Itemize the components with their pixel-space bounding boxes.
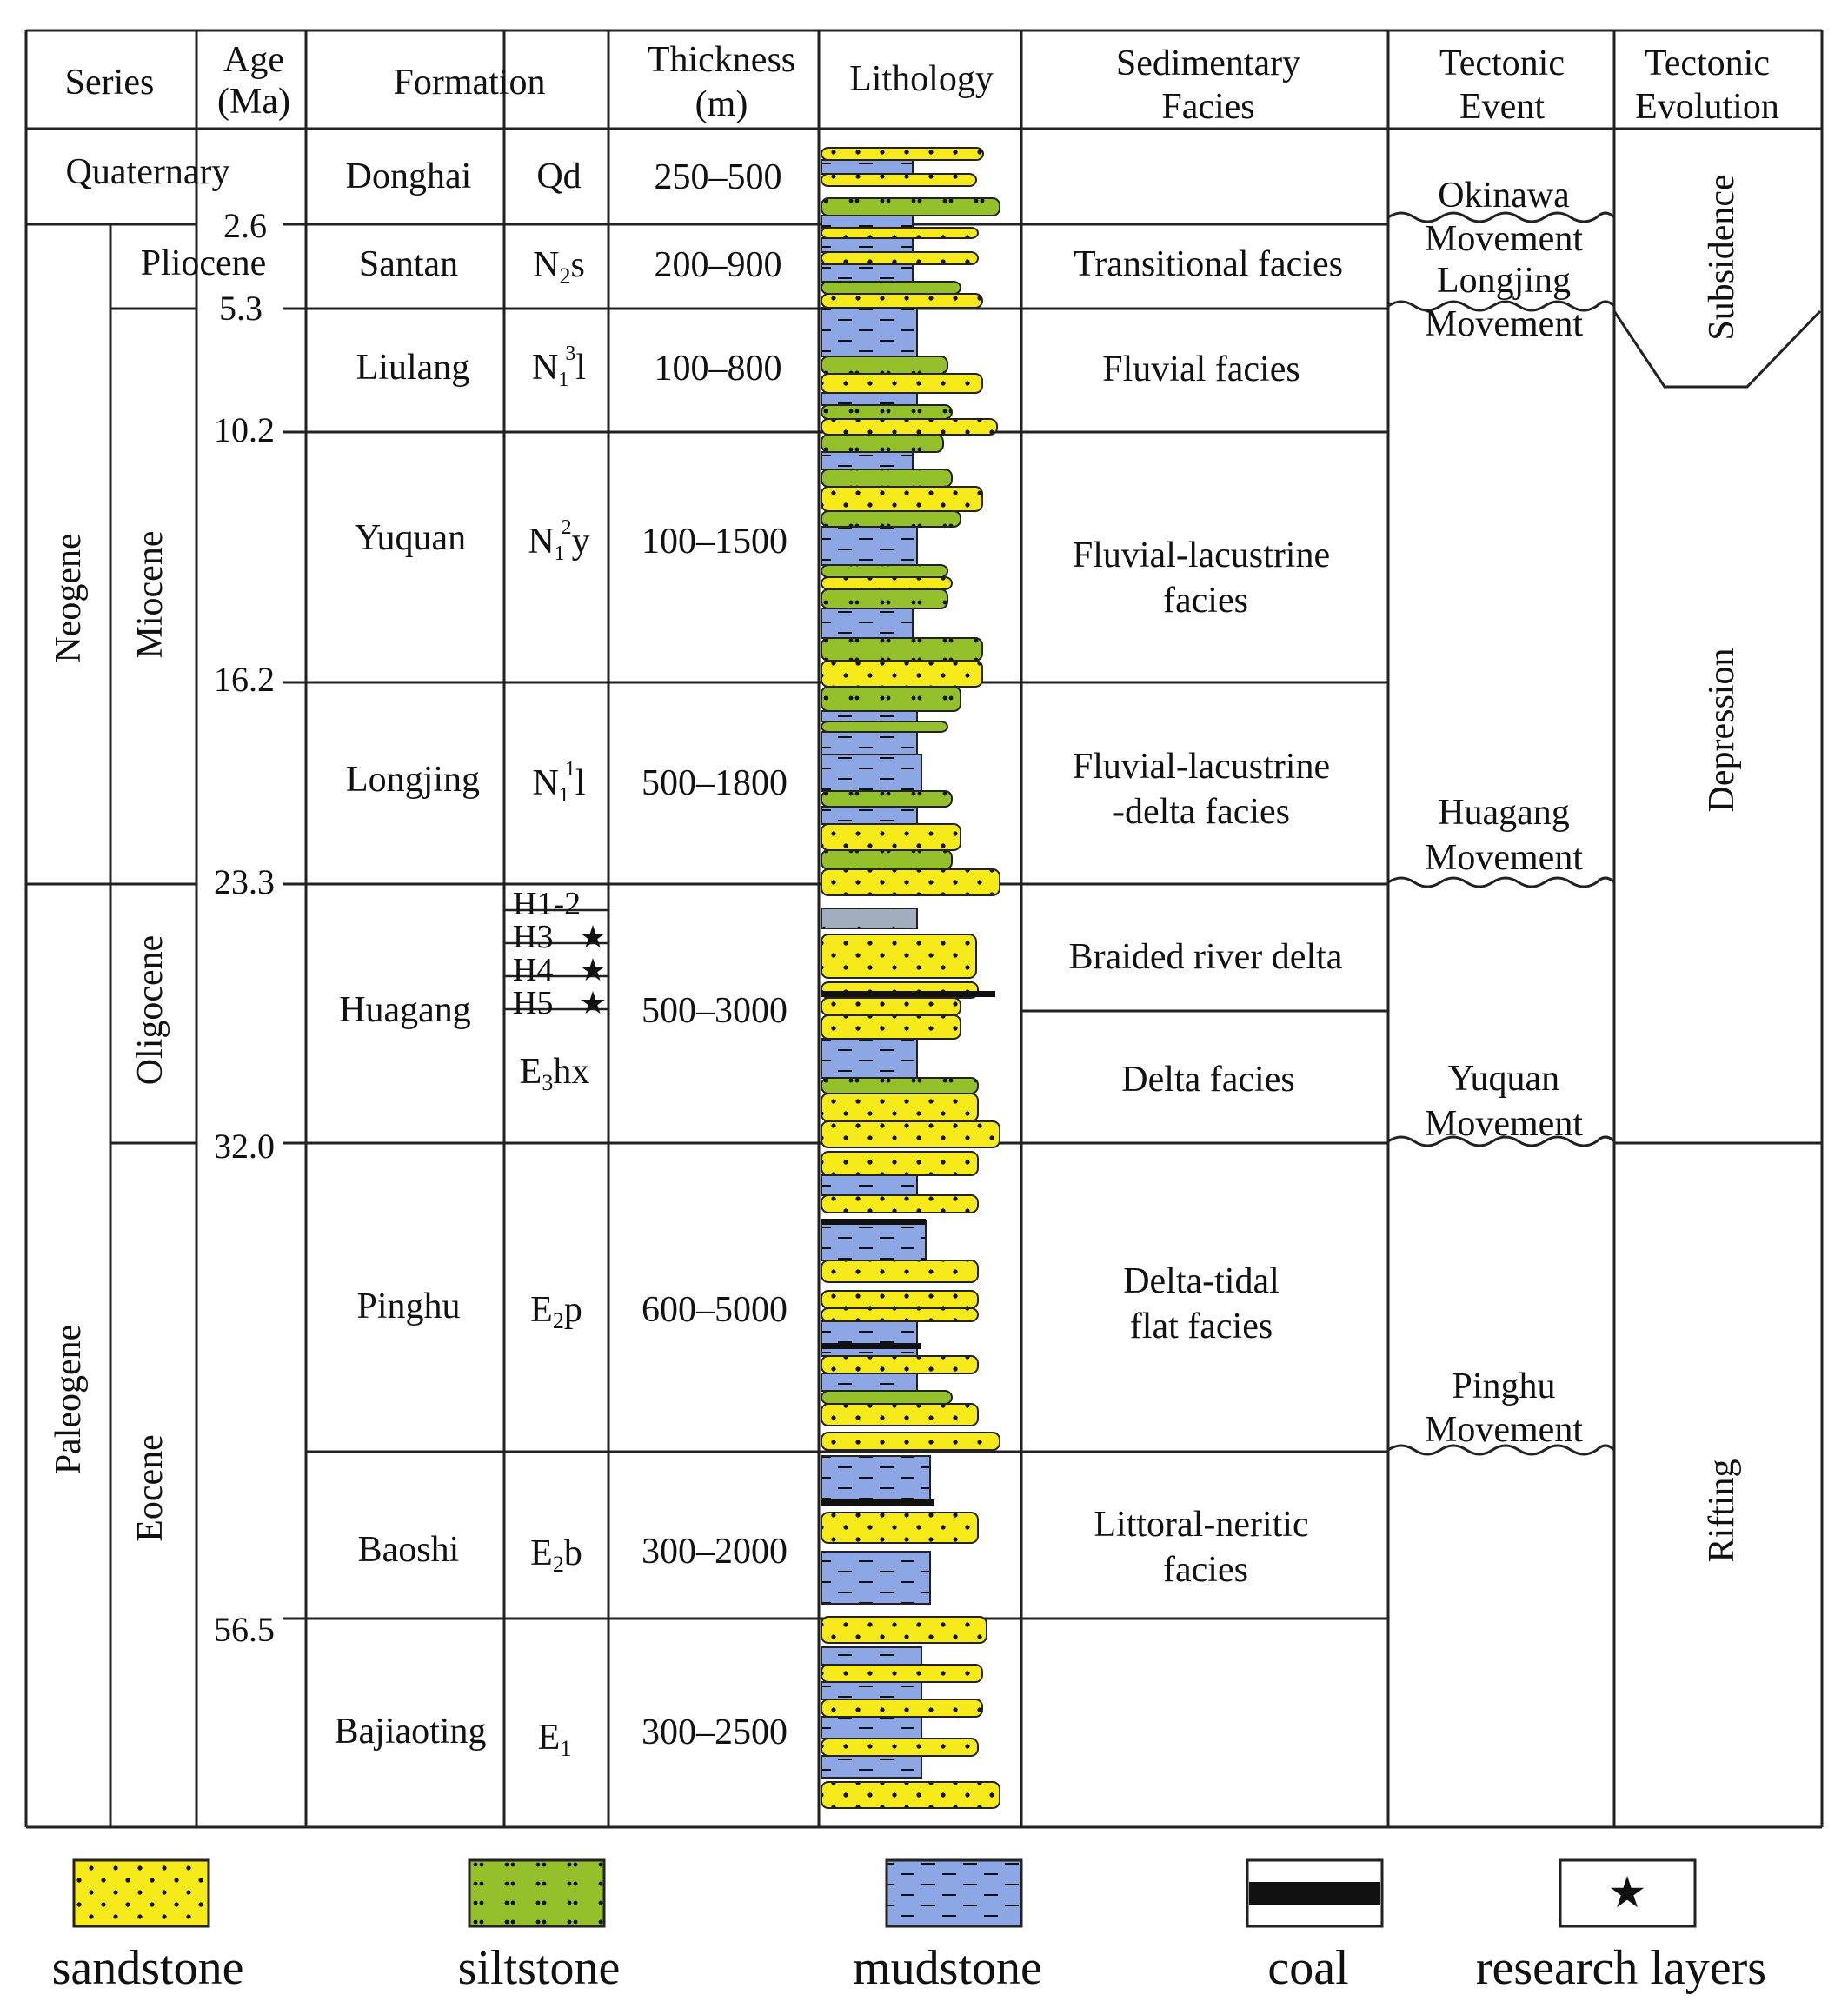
event-label: Movement [1425,1104,1583,1144]
system-quaternary: Quaternary [65,152,230,192]
event-label: Pinghu [1452,1366,1556,1406]
lithology-bed-mud [821,308,917,356]
huagang-layer-label: H4 [513,952,554,988]
lithology-bed-sand [821,252,978,264]
lithology-bed-sand [821,174,976,186]
thickness-value: 500–3000 [641,991,788,1031]
lithology-bed-sand [821,1152,978,1175]
lithology-bed-mud [821,1552,930,1604]
event-label: Movement [1425,1410,1583,1450]
facies-label: Delta-tidal [1123,1261,1280,1301]
header-thickness-unit: (m) [695,84,748,124]
lithology-bed-silt [821,1078,978,1094]
age-label: 32.0 [214,1127,275,1166]
formation-code: E3hx [519,1052,590,1095]
age-column [214,206,275,1649]
lithology-bed-sand [821,1356,978,1373]
lithology-bed-silt [821,405,952,419]
thickness-value: 250–500 [654,157,782,197]
lithology-bed-silt [821,687,961,711]
header-event: Tectonic [1439,43,1565,83]
facies-label: Delta facies [1121,1060,1295,1100]
lithology-bed-sand [821,1015,961,1039]
research-star-icon: ★ [578,920,608,954]
legend-label: coal [1267,1941,1349,1995]
lithology-bed-mud [821,1039,917,1078]
facies-label: Fluvial-lacustrine [1072,535,1331,575]
thickness-value: 500–1800 [641,763,788,803]
lithology-bed-sand [821,1782,1000,1808]
event-label: Longjing [1437,261,1571,301]
formation-name: Yuquan [354,518,467,558]
formation-code: E2p [530,1290,582,1333]
formation-code: N12y [528,516,590,565]
evolution-depression: Depression [1702,648,1742,813]
legend-label: research layers [1475,1941,1767,1995]
series-oligocene: Oligocene [130,934,170,1086]
lithology-bed-mud [821,238,913,252]
event-label: Yuquan [1447,1059,1560,1099]
age-label: 5.3 [219,289,263,328]
formation-name: Longjing [346,760,480,800]
lithology-bed-sand [821,228,978,238]
lithology-bed-silt [821,282,961,294]
formation-code-column [513,156,607,1761]
header-age: Age [223,40,284,80]
series-column [49,152,266,1542]
facies-label: Braided river delta [1068,937,1343,977]
age-label: 23.3 [214,862,275,901]
lithology-bed-sand [821,148,983,160]
evolution-subsidence: Subsidence [1702,174,1742,341]
lithology-bed-silt [821,435,943,452]
thickness-value: 600–5000 [641,1290,788,1330]
formation-code: E1 [537,1718,572,1761]
huagang-layer-label: H5 [513,985,554,1021]
lithology-bed-sand [821,869,1000,895]
lithology-bed-mud [821,608,913,638]
lithology-bed-sand [821,374,982,393]
lithology-bed-mud [821,711,917,721]
research-star-icon: ★ [578,953,608,987]
header-lithology: Lithology [849,59,994,99]
lithology-bed-silt [821,198,1000,216]
lithology-column [821,148,1000,1808]
facies-label: Transitional facies [1074,244,1343,284]
thickness-column [641,157,788,1752]
research-star-icon: ★ [578,986,608,1021]
legend-label: siltstone [457,1941,621,1995]
lithology-bed-silt [821,638,982,661]
facies-label: -delta facies [1112,792,1291,832]
thickness-value: 300–2500 [641,1712,788,1752]
age-label: 2.6 [223,206,267,245]
lithology-bed-sand [821,824,961,850]
lithology-bed-sand [821,1308,978,1321]
formation-name: Santan [358,244,459,284]
lithology-bed-sand [821,1291,978,1308]
lithology-bed-mud [821,1756,921,1778]
unconformity-line [1388,878,1614,887]
lithology-bed-silt [821,511,961,527]
evolution-rifting: Rifting [1702,1459,1742,1563]
facies-label: Fluvial-lacustrine [1072,747,1331,787]
lithology-bed-sand [821,1617,987,1643]
lithology-bed-sand [821,1699,982,1717]
thickness-value: 100–1500 [641,522,788,562]
lithology-bed-sand [821,1121,1000,1147]
formation-name: Pinghu [356,1287,461,1326]
lithology-bed-sand [821,1433,1000,1450]
lithology-bed-silt [821,469,952,487]
lithology-bed-silt [821,1391,952,1404]
lithology-bed-silt [821,850,952,869]
lithology-bed-mud [821,1221,926,1260]
thickness-value: 100–800 [654,349,782,389]
legend-swatch-mudstone [887,1860,1021,1926]
lithology-bed-sand [821,577,952,589]
age-label: 10.2 [214,410,275,449]
lithology-bed-sand [821,294,982,308]
event-label: Huagang [1438,793,1570,833]
lithology-bed-silt [821,721,947,732]
huagang-layer-label: H3 [513,919,554,955]
facies-label: flat facies [1129,1307,1273,1346]
lithology-bed-silt [821,565,947,577]
formation-name: Donghai [345,156,472,196]
formation-column [335,156,487,1752]
lithology-bed-mud [821,160,913,174]
lithology-bed-sand [821,1513,978,1543]
header-formation: Formation [393,63,546,103]
lithology-bed-sand [821,998,961,1015]
lithology-bed-mud [821,1175,917,1195]
facies-label: facies [1163,1550,1248,1590]
facies-label: facies [1163,581,1248,621]
thickness-value: 300–2000 [641,1532,788,1572]
tectonic-evolution-column [1702,174,1742,1562]
header-evolution: Tectonic [1645,43,1770,83]
lithology-bed-silt [821,356,947,374]
header-evolution-2: Evolution [1635,87,1779,127]
event-label: Movement [1425,838,1583,878]
lithology-bed-silt [821,791,952,807]
header-series: Series [64,63,155,103]
lithology-bed-mud [821,527,917,565]
formation-name: Liulang [356,348,470,388]
formation-name: Baoshi [357,1530,460,1570]
lithology-bed-mud [821,216,913,228]
event-label: Movement [1425,304,1583,344]
lithology-bed-coal [821,1219,926,1225]
huagang-layer-label: H1-2 [513,886,582,922]
header-facies: Sedimentary [1115,43,1301,83]
lithology-bed-mud [821,1647,921,1665]
legend-label: sandstone [51,1941,244,1995]
table-header [65,40,1779,127]
event-label: Okinawa [1438,176,1570,216]
lithology-bed-mud [821,264,913,282]
tectonic-event-column [1425,176,1583,1450]
formation-code: N13l [531,342,587,391]
lithology-bed-sand [821,934,976,978]
lithology-bed-sand [821,487,982,511]
header-facies-2: Facies [1161,87,1255,127]
legend-swatch-siltstone [469,1860,604,1926]
series-eocene: Eocene [130,1434,170,1542]
header-event-2: Event [1459,87,1545,127]
formation-code: N11l [532,758,586,807]
lithology-bed-mud [821,1373,917,1391]
header-thickness: Thickness [647,40,796,80]
legend [52,1860,1767,1995]
lithology-bed-coal [821,1343,921,1349]
age-label: 16.2 [214,660,275,699]
lithology-bed-mud [821,1321,917,1356]
lithology-bed-mud [821,393,917,405]
formation-code: Qd [536,156,582,196]
lithology-bed-sand [821,1260,978,1282]
facies-column [1069,244,1343,1590]
legend-label: mudstone [853,1941,1042,1995]
header-age-unit: (Ma) [217,82,290,122]
event-label: Movement [1425,219,1583,259]
formation-code: E2b [530,1533,582,1577]
formation-name: Bajiaoting [334,1712,487,1752]
age-label: 56.5 [214,1610,275,1649]
lithology-bed-mud [821,807,917,824]
lithology-bed-mud [821,1456,930,1499]
lithology-bed-coal [821,1499,934,1506]
lithology-bed-sand [821,1094,978,1121]
series-pliocene: Pliocene [140,243,267,283]
formation-code: N2s [533,245,585,289]
lithology-bed-mud [821,755,921,791]
lithology-bed-sand [821,1404,978,1426]
lithology-bed-mud [821,732,917,755]
lithology-bed-mud [821,1682,921,1699]
formation-name: Huagang [339,990,471,1030]
lithology-bed-silt [821,589,947,608]
system-paleogene: Paleogene [49,1324,89,1475]
system-neogene: Neogene [49,533,89,663]
lithology-bed-coal [821,991,995,997]
lithology-bed-sand [821,1665,982,1682]
lithology-bed-sand [821,661,982,687]
series-miocene: Miocene [130,530,170,659]
facies-label: Fluvial facies [1102,349,1300,389]
legend-coal-band [1249,1882,1380,1905]
lithology-bed-sand [821,1195,978,1213]
lithology-bed-mud [821,452,913,469]
lithology-bed-sand [821,419,997,435]
legend-star-icon: ★ [1607,1868,1647,1917]
legend-swatch-sandstone [74,1860,209,1926]
facies-label: Littoral-neritic [1094,1505,1309,1545]
lithology-bed-graymud [821,908,917,928]
lithology-bed-sand [821,1739,978,1756]
lithology-bed-mud [821,1717,921,1739]
thickness-value: 200–900 [654,245,782,285]
